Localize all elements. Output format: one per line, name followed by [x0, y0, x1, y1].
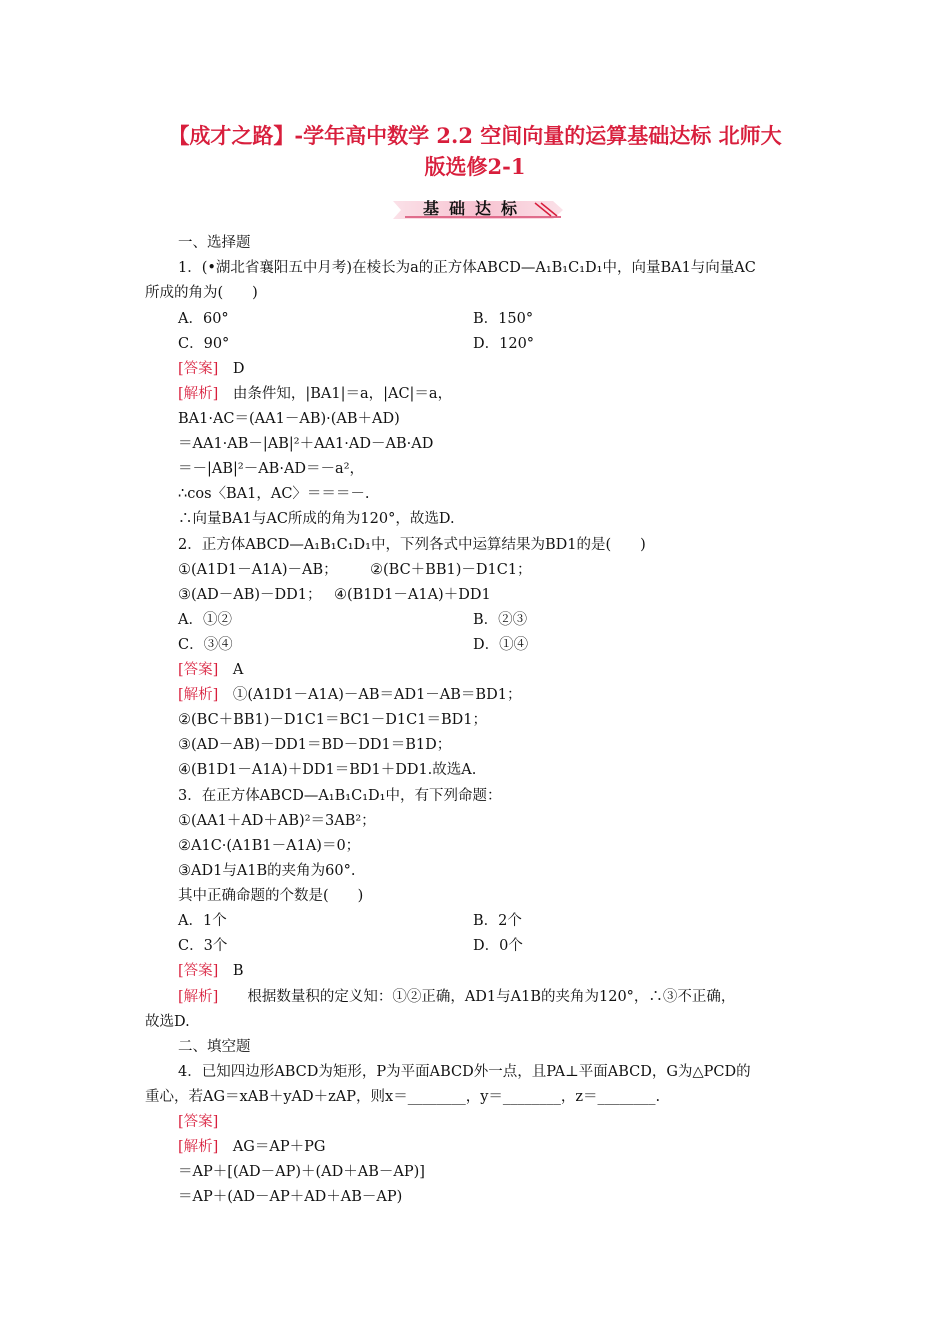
q4-analysis-line2: ＝AP＋[(AD－AP)＋(AD＋AB－AP)]	[178, 1164, 425, 1180]
q3-proposition-1: ①(AA1＋AD＋AB)²＝3AB²；	[178, 813, 376, 829]
document-title	[145, 120, 805, 182]
answer-tag: [答案]	[178, 1114, 219, 1130]
q1-analysis-line5: ∴cos〈BA1，AC〉＝＝＝－.	[178, 486, 370, 502]
q4-stem-line2: 重心，若AG＝xAB＋yAD＋zAP，则x＝________，y＝________，z＝________.	[145, 1089, 661, 1105]
q2-answer-value: A	[232, 662, 244, 678]
q3-question: 其中正确命题的个数是( )	[178, 888, 364, 904]
answer-tag: [答案]	[178, 662, 219, 678]
q1-stem-line2: 所成的角为( )	[145, 285, 258, 301]
q2-analysis-line1	[178, 685, 521, 705]
q1-option-b: B．150°	[473, 311, 534, 327]
analysis-tag: [解析]	[178, 989, 219, 1005]
q2-analysis-line3: ③(AD－AB)－DD1＝BD－DD1＝B1D；	[178, 737, 452, 753]
title-line-2: 版选修2-1	[424, 154, 526, 179]
q1-analysis-line6: ∴向量BA1与AC所成的角为120°，故选D.	[178, 511, 455, 527]
q1-analysis-line4: ＝－|AB|²－AB·AD＝－a²，	[178, 461, 365, 477]
q1-analysis-line2: BA1·AC＝(AA1－AB)·(AB＋AD)	[178, 411, 400, 427]
q1-analysis-line3: ＝AA1·AB－|AB|²＋AA1·AD－AB·AD	[178, 436, 434, 452]
q2-answer	[178, 660, 243, 680]
section-heading-fill: 二、填空题	[178, 1039, 251, 1055]
q1-option-a: A．60°	[178, 311, 229, 327]
q2-stem: 2．正方体ABCD—A₁B₁C₁D₁中，下列各式中运算结果为BD1的是( )	[178, 537, 646, 553]
q2-option-d: D．①④	[473, 637, 529, 653]
section-banner	[385, 198, 565, 222]
q3-analysis-line2: 故选D.	[145, 1014, 190, 1030]
q4-answer	[178, 1112, 218, 1132]
q1-stem-line1: 1．(•湖北省襄阳五中月考)在棱长为a的正方体ABCD—A₁B₁C₁D₁中，向量BA1与向量AC	[178, 260, 756, 276]
q1-answer-value: D	[232, 361, 245, 377]
q1-option-d: D．120°	[473, 336, 535, 352]
q1-answer	[178, 359, 244, 379]
answer-tag: [答案]	[178, 963, 219, 979]
q4-analysis-line1	[178, 1137, 325, 1157]
q2-expr-3: ③(AD－AB)－DD1；	[178, 587, 322, 603]
q2-expr-2: ②(BC＋BB1)－D1C1；	[370, 562, 532, 578]
q2-analysis-text1: ①(A1D1－A1A)－AB＝AD1－AB＝BD1；	[232, 687, 522, 703]
analysis-tag: [解析]	[178, 1139, 219, 1155]
q1-analysis-line1	[178, 384, 452, 404]
analysis-tag: [解析]	[178, 687, 219, 703]
section-heading-choice: 一、选择题	[178, 235, 251, 251]
q2-option-b: B．②③	[473, 612, 528, 628]
q2-option-a: A．①②	[178, 612, 232, 628]
q3-stem: 3．在正方体ABCD—A₁B₁C₁D₁中，有下列命题：	[178, 788, 502, 804]
q3-answer	[178, 961, 243, 981]
q2-option-c: C．③④	[178, 637, 233, 653]
banner-label: 基础达标	[422, 199, 527, 218]
q4-analysis-line3: ＝AP＋(AD－AP＋AD＋AB－AP)	[178, 1189, 403, 1205]
q3-proposition-3: ③AD1与A1B的夹角为60°.	[178, 863, 356, 879]
q1-analysis-text1: 由条件知，|BA1|＝a，|AC|＝a，	[232, 386, 453, 402]
q2-analysis-line4: ④(B1D1－A1A)＋DD1＝BD1＋DD1.故选A.	[178, 762, 477, 778]
q3-option-a: A．1个	[178, 913, 227, 929]
q3-analysis-text1: 根据数量积的定义知：①②正确，AD1与A1B的夹角为120°，∴③不正确，	[247, 989, 736, 1005]
title-line-1: 【成才之路】-学年高中数学 2.2 空间向量的运算基础达标 北师大	[168, 123, 782, 148]
q2-analysis-line2: ②(BC＋BB1)－D1C1＝BC1－D1C1＝BD1；	[178, 712, 487, 728]
q3-answer-value: B	[232, 963, 244, 979]
q3-proposition-2: ②A1C·(A1B1－A1A)＝0；	[178, 838, 361, 854]
q1-option-c: C．90°	[178, 336, 230, 352]
q4-stem-line1: 4．已知四边形ABCD为矩形，P为平面ABCD外一点，且PA⊥平面ABCD，G为△PCD的	[178, 1064, 751, 1080]
q4-analysis-text1: AG＝AP＋PG	[232, 1139, 326, 1155]
q3-option-d: D．0个	[473, 938, 523, 954]
answer-tag: [答案]	[178, 361, 219, 377]
q3-option-c: C．3个	[178, 938, 228, 954]
q3-option-b: B．2个	[473, 913, 522, 929]
analysis-tag: [解析]	[178, 386, 219, 402]
q2-expr-4: ④(B1D1－A1A)＋DD1	[334, 587, 491, 603]
q2-expr-1: ①(A1D1－A1A)－AB；	[178, 562, 338, 578]
q3-analysis-line1	[178, 987, 735, 1007]
